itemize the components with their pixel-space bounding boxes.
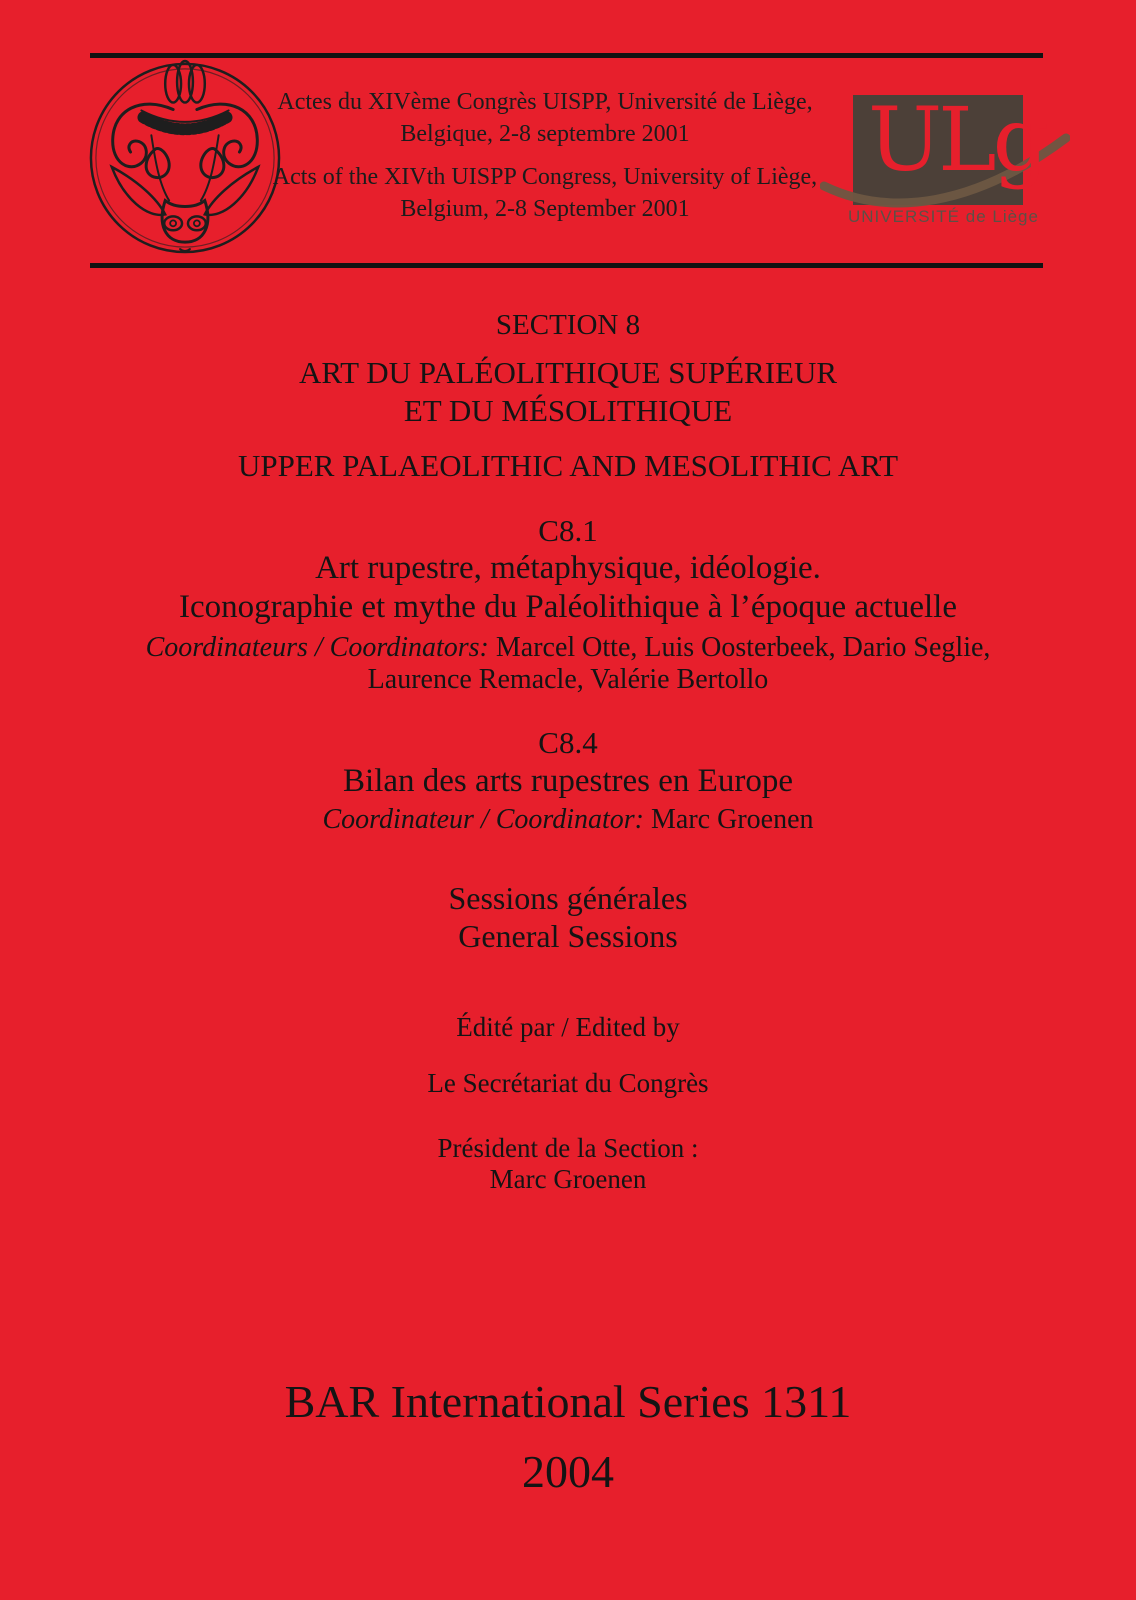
sessions-en: General Sessions <box>458 918 678 954</box>
edited-by-label: Édité par / Edited by <box>456 1012 680 1042</box>
ulg-logo <box>820 88 1070 238</box>
publication-year: 2004 <box>522 1446 614 1497</box>
section-label: SECTION 8 <box>495 309 641 341</box>
congress-french-line1: Actes du XIVème Congrès UISPP, Université de Liège, <box>277 89 813 115</box>
c81-coordinators-label: Coordinateurs / Coordinators: <box>145 632 489 663</box>
section-title-fr-line1: ART DU PALÉOLITHIQUE SUPÉRIEUR <box>298 355 838 390</box>
section-title-fr-line2: ET DU MÉSOLITHIQUE <box>403 393 733 428</box>
c84-code: C8.4 <box>538 725 598 760</box>
c81-coordinators-names-line2: Laurence Remacle, Valérie Bertollo <box>367 664 769 695</box>
congress-english-line2: Belgium, 2-8 September 2001 <box>400 196 690 222</box>
c84-title: Bilan des arts rupestres en Europe <box>343 763 793 799</box>
c84-coordinator-name: Marc Groenen <box>651 804 814 835</box>
congress-title-block <box>190 86 900 225</box>
c81-title-line1: Art rupestre, métaphysique, idéologie. <box>315 550 821 586</box>
ulg-logo-caption: UNIVERSITÉ de Liège <box>848 207 1039 226</box>
ulg-logo-letters: ULg <box>868 88 1045 191</box>
c84-coordinator-line <box>0 804 1136 836</box>
editor-name: Le Secrétariat du Congrès <box>427 1068 709 1098</box>
c84-coordinator-label: Coordinateur / Coordinator: <box>322 804 645 835</box>
c81-coordinators-line1 <box>0 632 1136 664</box>
c81-code: C8.1 <box>538 513 598 548</box>
c81-title-line2: Iconographie et mythe du Paléolithique à l’époque actuelle <box>179 589 957 625</box>
series-title: BAR International Series 1311 <box>284 1376 852 1427</box>
section-title-en: UPPER PALAEOLITHIC AND MESOLITHIC ART <box>237 448 899 483</box>
congress-french-line2: Belgique, 2-8 septembre 2001 <box>400 121 690 147</box>
congress-english-line1: Acts of the XIVth UISPP Congress, University of Liège, <box>272 164 818 190</box>
section-president-name: Marc Groenen <box>489 1164 647 1194</box>
c81-coordinators-names-line1: Marcel Otte, Luis Oosterbeek, Dario Seglie, <box>495 632 991 663</box>
section-president-label: Président de la Section : <box>437 1133 699 1163</box>
sessions-fr: Sessions générales <box>448 880 688 916</box>
header-bottom-rule <box>90 263 1043 268</box>
